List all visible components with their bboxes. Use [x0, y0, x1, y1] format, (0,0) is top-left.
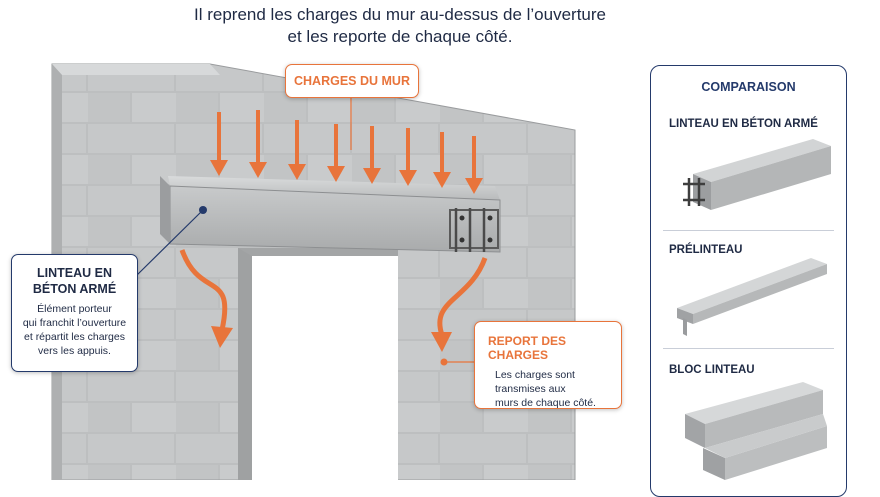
wall-opening: [238, 248, 398, 480]
comparison-panel: [650, 65, 847, 497]
comparison-item-label: BLOC LINTEAU: [669, 364, 755, 376]
charges-callout: [285, 64, 419, 98]
comparison-title: COMPARAISON: [701, 80, 796, 94]
report-callout-title: REPORT DES CHARGES: [488, 334, 567, 362]
prelintel-icon: [663, 250, 838, 340]
report-callout-description: Les charges sont transmises aux murs de chaque côté.: [495, 369, 596, 409]
subtitle-line-2: et les reporte de chaque côté.: [287, 27, 513, 46]
report-callout: [474, 321, 622, 409]
comparison-item-label: LINTEAU EN BÉTON ARMÉ: [669, 118, 818, 130]
comparison-item-label: PRÉLINTEAU: [669, 244, 743, 256]
charges-callout-title: CHARGES DU MUR: [294, 74, 410, 88]
subtitle-line-1: Il reprend les charges du mur au-dessus de l’ouverture: [194, 5, 606, 24]
comparison-separator: [663, 348, 834, 349]
linteau-callout: [11, 254, 138, 372]
comparison-separator: [663, 230, 834, 231]
linteau-callout-title: LINTEAU EN BÉTON ARMÉ: [32, 266, 117, 296]
linteau-callout-description: Élément porteur qui franchit l’ouverture et répartit les charges vers les appuis.: [22, 303, 127, 357]
u-block-lintel-icon: [663, 374, 838, 484]
reinforced-concrete-lintel-icon: [663, 134, 838, 222]
lintel-beam: [160, 176, 500, 252]
